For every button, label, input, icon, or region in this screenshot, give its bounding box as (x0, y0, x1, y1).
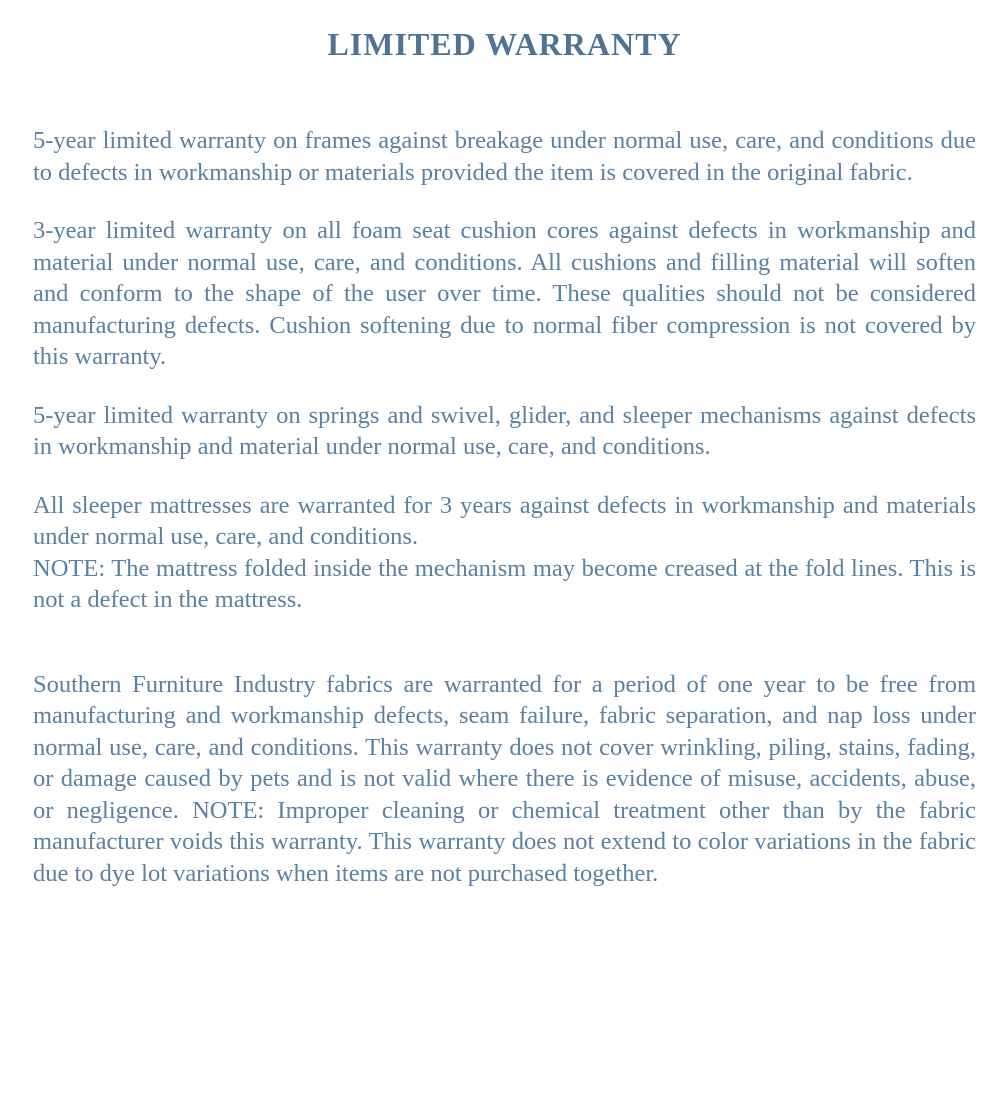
warranty-paragraph-cushion-cores: 3-year limited warranty on all foam seat cushion cores against defects in workmanship and material under normal use, care, and conditions. All cushions and filling material will soften and conform to the shape of the user over time. These qualities should not be considered manufacturing defects. Cushion softening due to normal fiber compression is not covered by this warranty. (33, 217, 976, 370)
warranty-paragraph-mechanisms: 5-year limited warranty on springs and swivel, glider, and sleeper mechanisms against defects in workmanship and material under normal use, care, and conditions. (33, 401, 976, 460)
sleeper-mattress-warranty-text: All sleeper mattresses are warranted for 3 years against defects in workmanship and materials under normal use, care, and conditions. (33, 491, 976, 550)
document-title: LIMITED WARRANTY (327, 26, 682, 62)
sleeper-mattress-note-text: NOTE: The mattress folded inside the mechanism may become creased at the fold lines. This is not a defect in the mattress. (33, 554, 976, 613)
warranty-paragraph-fabrics: Southern Furniture Industry fabrics are warranted for a period of one year to be free from manufacturing and workmanship defects, seam failure, fabric separation, and nap loss under normal use, care, and conditions. This warranty does not cover wrinkling, piling, stains, fading, or damage caused by pets and is not valid where there is evidence of misuse, accidents, abuse, or negligence. NOTE: Improper cleaning or chemical treatment other than by the fabric manufacturer voids this warranty. This warranty does not extend to color variations in the fabric due to dye lot variations when items are not purchased together. (33, 670, 976, 887)
warranty-paragraph-sleeper-mattresses (33, 490, 976, 616)
warranty-paragraph-frames: 5-year limited warranty on frames against breakage under normal use, care, and conditions due to defects in workmanship or materials provided the item is covered in the original fabric. (33, 127, 976, 186)
